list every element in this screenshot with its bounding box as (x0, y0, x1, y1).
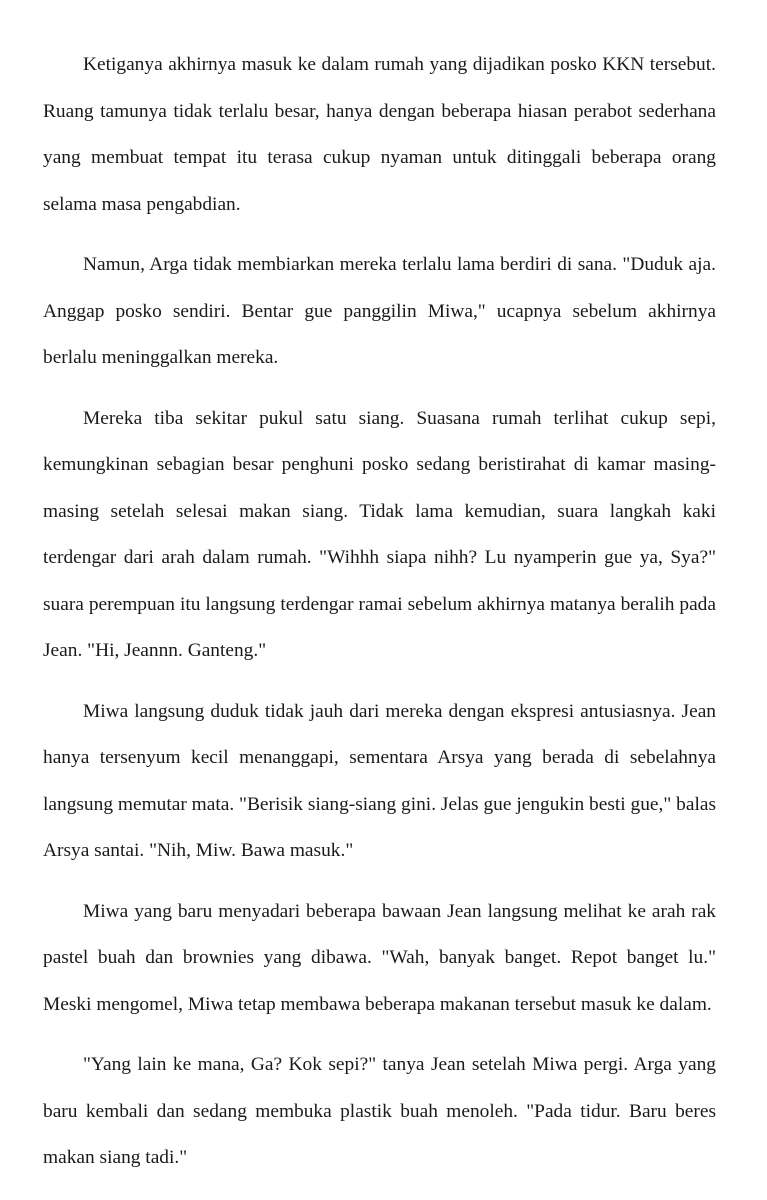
paragraph-2: Namun, Arga tidak membiarkan mereka terlalu lama berdiri di sana. "Duduk aja. Anggap posko sendiri. Bentar gue panggilin Miwa," ucapnya sebelum akhirnya berlalu meninggalkan mereka. (43, 254, 716, 368)
paragraph-1: Ketiganya akhirnya masuk ke dalam rumah yang dijadikan posko KKN tersebut. Ruang tamunya tidak terlalu besar, hanya dengan beberapa hiasan perabot sederhana yang membuat tempat itu terasa cukup nyaman untuk ditinggali beberapa orang selama masa pengabdian. (43, 54, 716, 215)
paragraph-6: "Yang lain ke mana, Ga? Kok sepi?" tanya Jean setelah Miwa pergi. Arga yang baru kembali dan sedang membuka plastik buah menoleh. "Pada tidur. Baru beres makan siang tadi." (43, 1054, 716, 1168)
document-page (43, 42, 716, 1196)
paragraph-3: Mereka tiba sekitar pukul satu siang. Suasana rumah terlihat cukup sepi, kemungkinan sebagian besar penghuni posko sedang beristirahat di kamar masing-masing setelah selesai makan siang. Tidak lama kemudian, suara langkah kaki terdengar dari arah dalam rumah. "Wihhh siapa nihh? Lu nyamperin gue ya, Sya?" suara perempuan itu langsung terdengar ramai sebelum akhirnya matanya beralih pada Jean. "Hi, Jeannn. Ganteng." (43, 407, 716, 661)
paragraph-5: Miwa yang baru menyadari beberapa bawaan Jean langsung melihat ke arah rak pastel buah dan brownies yang dibawa. "Wah, banyak banget. Repot banget lu." Meski mengomel, Miwa tetap membawa beberapa makanan tersebut masuk ke dalam. (43, 900, 716, 1015)
paragraph-4: Miwa langsung duduk tidak jauh dari mereka dengan ekspresi antusiasnya. Jean hanya tersenyum kecil menanggapi, sementara Arsya yang berada di sebelahnya langsung memutar mata. "Berisik siang-siang gini. Jelas gue jengukin besti gue," balas Arsya santai. "Nih, Miw. Bawa masuk." (43, 700, 716, 861)
